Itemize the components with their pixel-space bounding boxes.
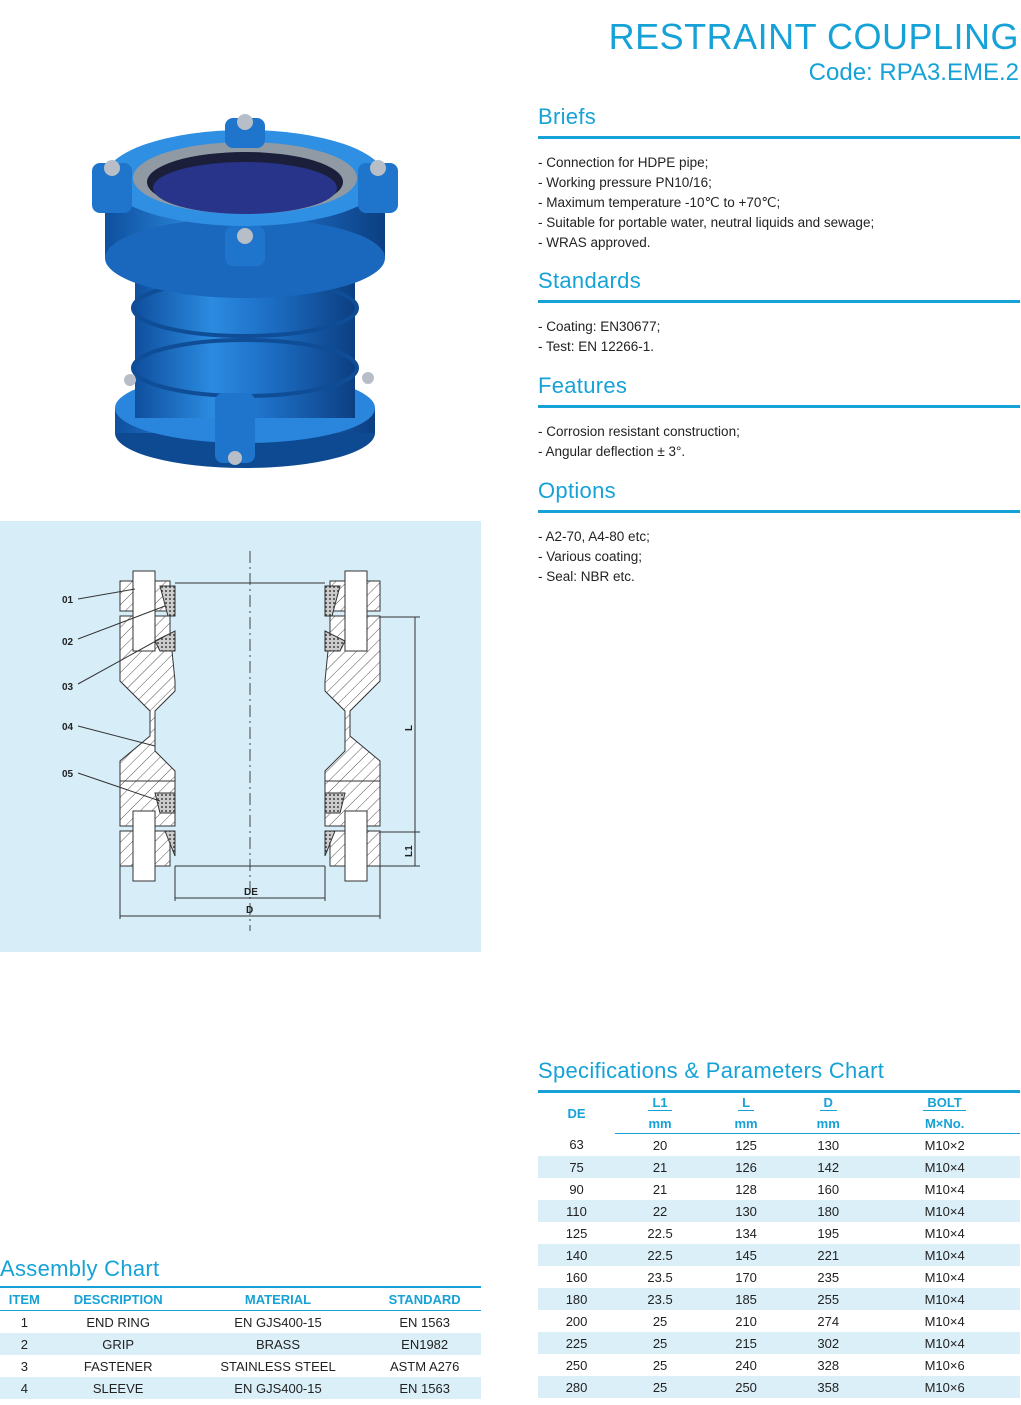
list-item: - Various coating;: [538, 549, 643, 564]
dim-l1-label: L1: [404, 845, 415, 857]
spec-header-l: L: [705, 1092, 787, 1114]
spec-chart: [538, 1058, 1020, 1398]
list-item: - Test: EN 12266-1.: [538, 339, 655, 354]
assembly-rows: [0, 1311, 481, 1400]
options-section: [538, 478, 1020, 587]
table-row: 2 GRIP BRASS EN1982: [0, 1333, 481, 1355]
spec-table: [538, 1090, 1020, 1398]
drawing-label-04: 04: [62, 722, 74, 733]
drawing-label-01: 01: [62, 595, 74, 606]
standards-section: [538, 268, 1020, 357]
list-item: - Connection for HDPE pipe;: [538, 155, 709, 170]
list-item: - Suitable for portable water, neutral liquids and sewage;: [538, 215, 875, 230]
coupling-photo-icon: [90, 108, 400, 488]
table-row: 140 22.5 145 221 M10×4: [538, 1244, 1020, 1266]
spec-unit: mm: [705, 1113, 787, 1134]
dim-de-label: DE: [244, 887, 258, 898]
drawing-label-02: 02: [62, 637, 74, 648]
assembly-header-row: [0, 1287, 481, 1311]
table-row: 1 END RING EN GJS400-15 EN 1563: [20, 1314, 450, 1330]
spec-chart-heading: Specifications & Parameters Chart: [538, 1058, 885, 1083]
product-photo: [90, 108, 400, 488]
briefs-list: [538, 153, 1020, 253]
list-item: - A2-70, A4-80 etc;: [538, 529, 650, 544]
table-row: 3 FASTENER STAINLESS STEEL ASTM A276: [20, 1358, 460, 1374]
drawing-label-05: 05: [62, 769, 74, 780]
list-item: - Seal: NBR etc.: [538, 569, 635, 584]
table-row: 160 23.5 170 235 M10×4: [565, 1269, 965, 1285]
product-title: RESTRAINT COUPLING: [608, 16, 1019, 57]
spec-header-l1: L1: [615, 1092, 705, 1114]
briefs-section: [538, 104, 1020, 253]
options-list: [538, 527, 1020, 587]
features-heading: Features: [538, 373, 1020, 408]
spec-unit: mm: [615, 1113, 705, 1134]
table-row: 63 20 125 130 M10×2: [569, 1137, 965, 1153]
table-row: 200 25 210 274 M10×4: [565, 1313, 965, 1329]
features-section: [538, 373, 1020, 462]
list-item: - Angular deflection ± 3°.: [538, 444, 686, 459]
list-item: - WRAS approved.: [538, 235, 651, 250]
table-row: 250 25 240 328 M10×6: [565, 1357, 965, 1373]
product-code: Code: RPA3.EME.2: [808, 59, 1019, 86]
standards-list: [538, 317, 1020, 357]
spec-rows: [538, 1134, 1020, 1399]
spec-unit: M×No.: [869, 1113, 1020, 1134]
table-row: 90 21 128 160 M10×4: [569, 1181, 965, 1197]
dim-l-label: L: [404, 724, 415, 731]
table-row: 280 25 250 358 M10×6: [538, 1376, 1020, 1398]
table-row: 75 21 126 142 M10×4: [538, 1156, 1020, 1178]
section-drawing: [0, 521, 481, 952]
standards-heading: Standards: [538, 268, 1020, 303]
assembly-heading: Assembly Chart: [0, 1256, 160, 1281]
assembly-header-material: MATERIAL: [188, 1287, 369, 1311]
spec-header-row: [538, 1092, 1020, 1114]
list-item: - Maximum temperature -10℃ to +70℃;: [538, 195, 781, 210]
assembly-header-item: ITEM: [0, 1287, 49, 1311]
dim-d-label: D: [246, 905, 254, 916]
drawing-label-03: 03: [62, 682, 74, 693]
assembly-chart: [0, 1256, 481, 1399]
page-header: [609, 16, 1019, 88]
features-list: [538, 422, 1020, 462]
table-row: 125 22.5 134 195 M10×4: [565, 1225, 965, 1241]
assembly-header-description: DESCRIPTION: [49, 1287, 188, 1311]
options-heading: Options: [538, 478, 1020, 513]
table-row: 4 SLEEVE EN GJS400-15 EN 1563: [0, 1377, 481, 1399]
spec-header-d: D: [787, 1092, 869, 1114]
list-item: - Coating: EN30677;: [538, 319, 661, 334]
table-row: 180 23.5 185 255 M10×4: [538, 1288, 1020, 1310]
spec-unit: mm: [787, 1113, 869, 1134]
spec-header-de: DE: [538, 1092, 615, 1134]
table-row: 225 25 215 302 M10×4: [538, 1332, 1020, 1354]
list-item: - Corrosion resistant construction;: [538, 424, 740, 439]
table-row: 110 22 130 180 M10×4: [538, 1200, 1020, 1222]
list-item: - Working pressure PN10/16;: [538, 175, 712, 190]
assembly-header-standard: STANDARD: [368, 1287, 481, 1311]
assembly-table: [0, 1286, 481, 1399]
section-drawing-icon: [0, 521, 481, 952]
spec-header-bolt: BOLT: [869, 1092, 1020, 1114]
briefs-heading: Briefs: [538, 104, 1020, 139]
